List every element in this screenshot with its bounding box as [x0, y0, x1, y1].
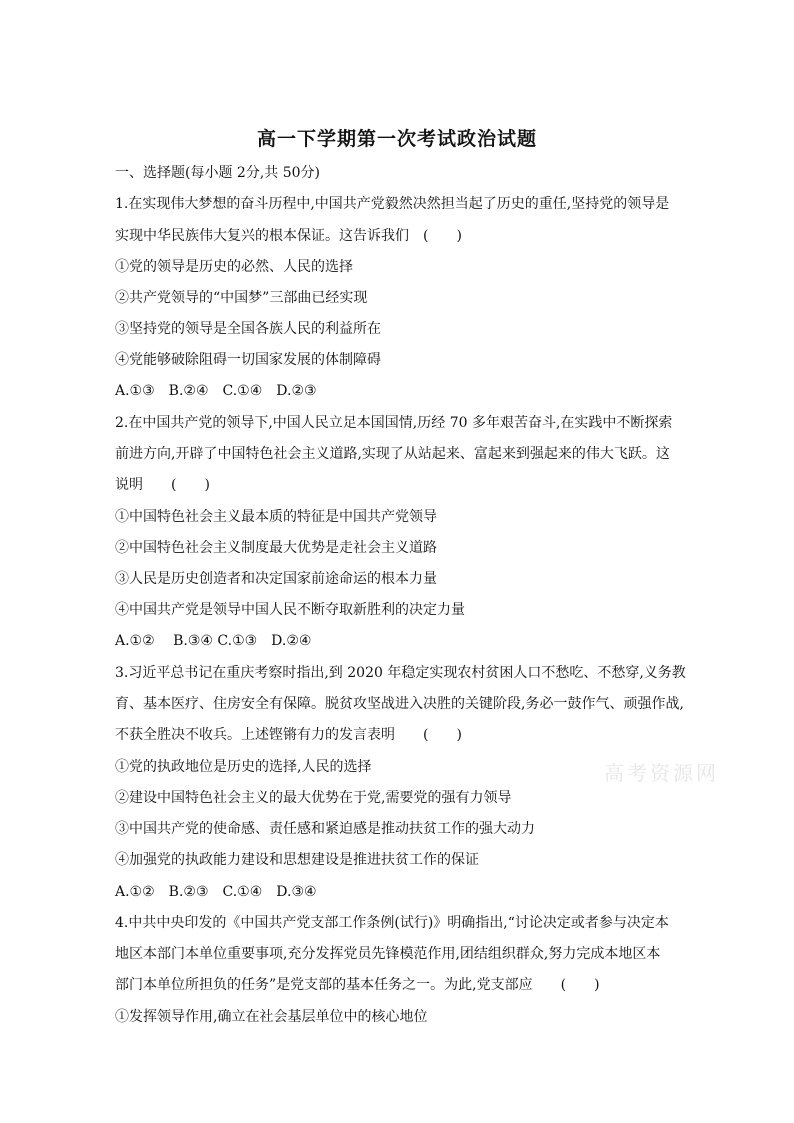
question-1-answer-choices: A.①③ B.②④ C.①④ D.②③	[115, 383, 317, 399]
question-1-stem-line: 1.在实现伟大梦想的奋斗历程中,中国共产党毅然决然担当起了历史的重任,坚持党的领导是	[115, 196, 670, 212]
question-4-stem-line: 部门本单位所担负的任务”是党支部的基本任务之一。为此,党支部应 ( )	[115, 977, 600, 993]
question-2-option: ②中国特色社会主义制度最大优势是走社会主义道路	[115, 540, 437, 556]
question-2-answer-choices: A.①② B.③④ C.①③ D.②④	[115, 633, 312, 649]
section-heading: 一、选择题(每小题 2分,共 50分)	[115, 165, 320, 181]
question-3-option: ②建设中国特色社会主义的最大优势在于党,需要党的强有力领导	[115, 790, 512, 806]
question-3-option: ④加强党的执政能力建设和思想建设是推进扶贫工作的保证	[115, 852, 479, 868]
question-2-option: ③人民是历史创造者和决定国家前途命运的根本力量	[115, 571, 437, 587]
question-1-option: ④党能够破除阻碍一切国家发展的体制障碍	[115, 352, 381, 368]
question-3-stem-line: 3.习近平总书记在重庆考察时指出,到 2020 年稳定实现农村贫困人口不愁吃、不愁穿,义务教	[115, 665, 686, 681]
question-4-stem-line: 4.中共中央印发的《中国共产党支部工作条例(试行)》明确指出,“讨论决定或者参与决定本	[115, 915, 669, 931]
question-2-option: ④中国共产党是领导中国人民不断夺取新胜利的决定力量	[115, 602, 465, 618]
question-2-option: ①中国特色社会主义最本质的特征是中国共产党领导	[115, 509, 437, 525]
question-1-option: ③坚持党的领导是全国各族人民的利益所在	[115, 321, 381, 337]
question-3-stem-line: 不获全胜决不收兵。上述铿锵有力的发言表明 ( )	[115, 727, 462, 743]
question-1-option: ②共产党领导的“中国梦”三部曲已经实现	[115, 290, 368, 306]
question-3-option: ③中国共产党的使命感、责任感和紧迫感是推动扶贫工作的强大动力	[115, 821, 535, 837]
watermark: 高考资源网	[604, 761, 719, 785]
question-2-stem-line: 说明 ( )	[115, 477, 210, 493]
question-3-stem-line: 育、基本医疗、住房安全有保障。脱贫攻坚战进入决胜的关键阶段,务必一鼓作气、顽强作战,	[115, 696, 684, 712]
question-4-option: ①发挥领导作用,确立在社会基层单位中的核心地位	[115, 1009, 428, 1025]
page-title: 高一下学期第一次考试政治试题	[256, 128, 537, 150]
question-3-answer-choices: A.①② B.②③ C.①④ D.③④	[115, 884, 317, 900]
question-1-option: ①党的领导是历史的必然、人民的选择	[115, 259, 353, 275]
question-1-stem-line: 实现中华民族伟大复兴的根本保证。这告诉我们 ( )	[115, 228, 462, 244]
question-2-stem-line: 前进方向,开辟了中国特色社会主义道路,实现了从站起来、富起来到强起来的伟大飞跃。这	[115, 446, 670, 462]
question-3-option: ①党的执政地位是历史的选择,人民的选择	[115, 759, 372, 775]
question-4-stem-line: 地区本部门本单位重要事项,充分发挥党员先锋模范作用,团结组织群众,努力完成本地区本	[115, 946, 661, 962]
question-2-stem-line: 2.在中国共产党的领导下,中国人民立足本国国情,历经 70 多年艰苦奋斗,在实践中不断探索	[115, 415, 673, 431]
